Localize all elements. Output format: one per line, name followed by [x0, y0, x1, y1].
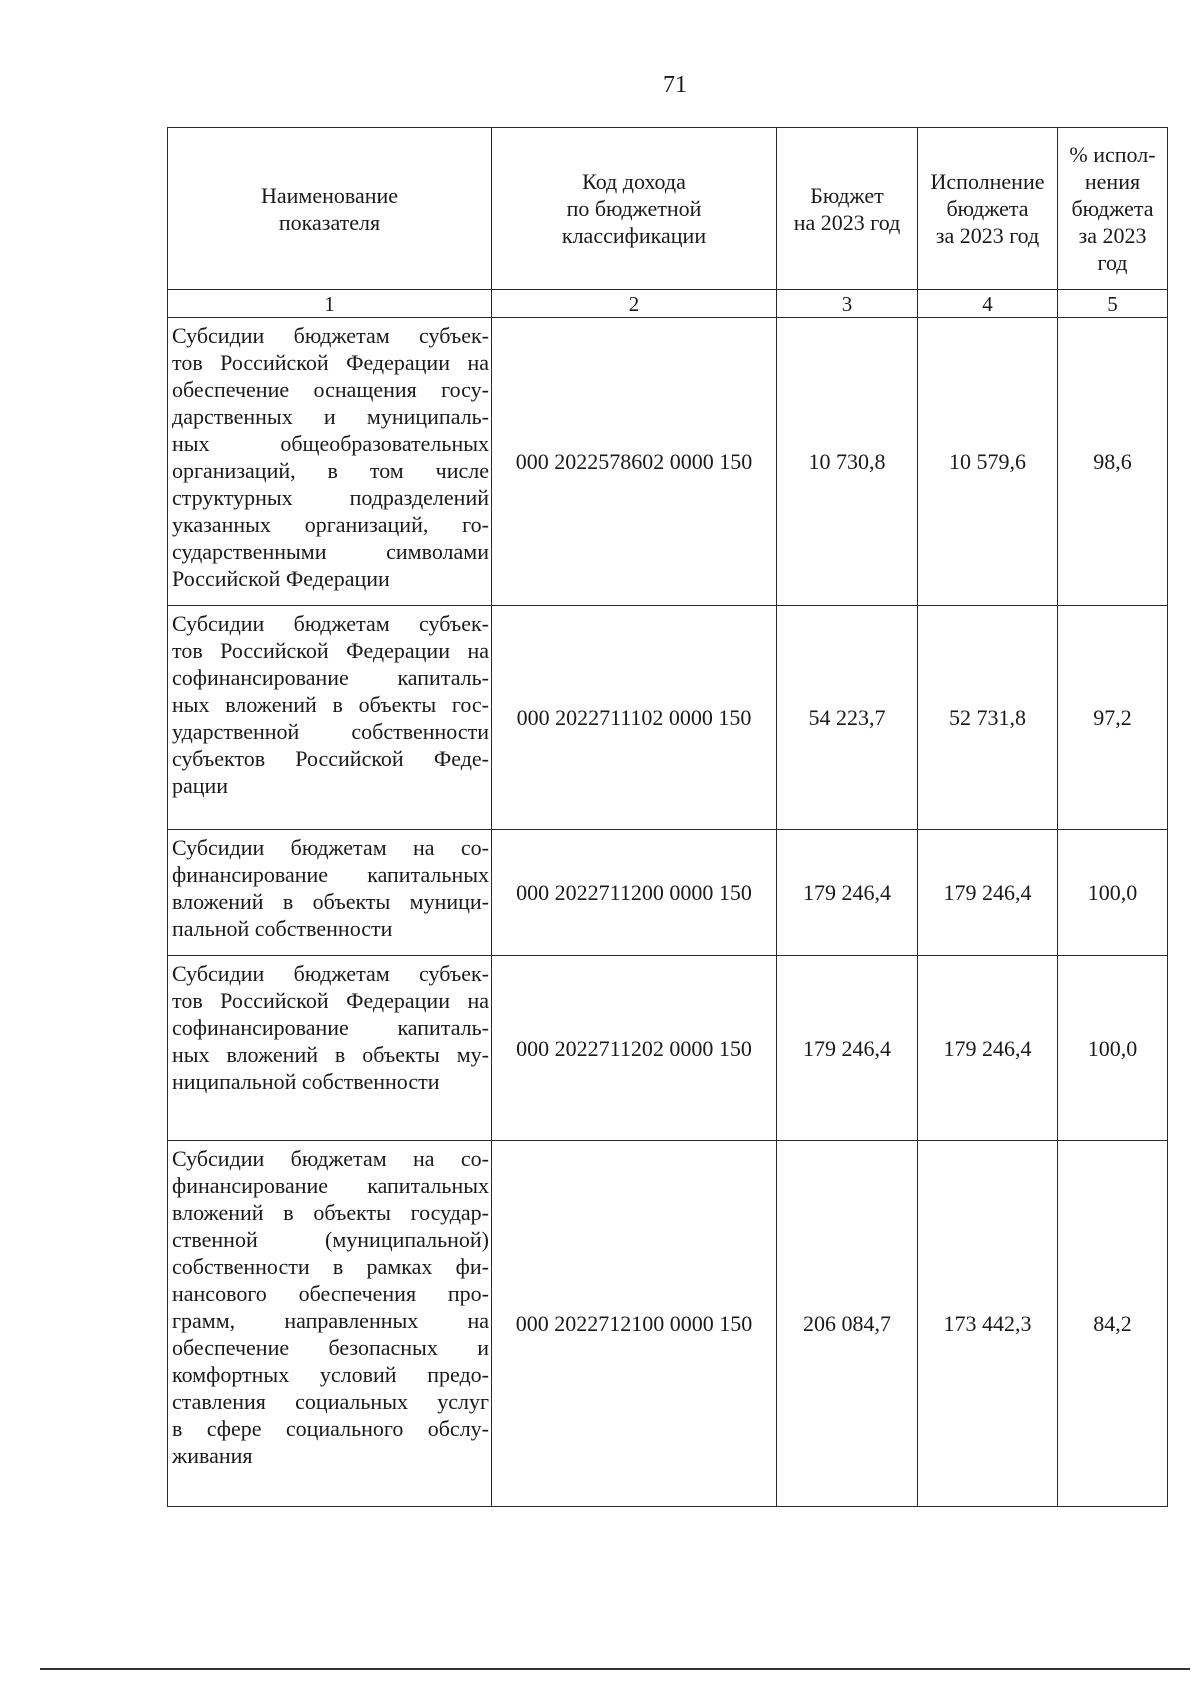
indicator-name-line: вложений в объекты муници- [172, 889, 489, 914]
indicator-name-line: рации [172, 773, 229, 798]
table-row [168, 830, 1168, 956]
indicator-name-line: нансового обеспечения про- [172, 1281, 489, 1306]
table-row [168, 1141, 1168, 1507]
table-header-row [168, 128, 1168, 290]
column-number: 3 [777, 290, 918, 318]
indicator-name-line: ственной (муниципальной) [172, 1227, 489, 1252]
execution-cell: 52 731,8 [918, 606, 1058, 830]
income-code-cell: 000 2022712100 0000 150 [492, 1141, 777, 1507]
header-execution: Исполнение бюджета за 2023 год [918, 128, 1058, 290]
indicator-name-line: ных вложений в объекты гос- [172, 692, 489, 717]
percent-cell: 98,6 [1058, 318, 1168, 606]
indicator-name-line: Российской Федерации [172, 566, 390, 591]
income-code-cell: 000 2022711102 0000 150 [492, 606, 777, 830]
indicator-name-line: сударственными символами [172, 539, 489, 564]
header-income-code: Код дохода по бюджетной классификации [492, 128, 777, 290]
indicator-name-cell [168, 318, 492, 606]
column-number-row [168, 290, 1168, 318]
budget-table [167, 127, 1168, 1507]
income-code-cell: 000 2022578602 0000 150 [492, 318, 777, 606]
indicator-name-cell [168, 956, 492, 1141]
indicator-name-line: ставления социальных услуг [172, 1389, 489, 1414]
percent-cell: 97,2 [1058, 606, 1168, 830]
indicator-name-line: субъектов Российской Феде- [172, 746, 489, 771]
indicator-name-line: пальной собственности [172, 916, 393, 941]
indicator-name-line: Субсидии бюджетам субъек- [172, 961, 489, 986]
execution-cell: 173 442,3 [918, 1141, 1058, 1507]
indicator-name-line: дарственных и муниципаль- [172, 404, 489, 429]
execution-cell: 179 246,4 [918, 956, 1058, 1141]
indicator-name-cell [168, 606, 492, 830]
page-number: 71 [663, 72, 687, 98]
table-row [168, 606, 1168, 830]
indicator-name-line: ных вложений в объекты му- [172, 1042, 489, 1067]
indicator-name-line: ударственной собственности [172, 719, 489, 744]
indicator-name-line: Субсидии бюджетам субъек- [172, 323, 489, 348]
indicator-name-line: тов Российской Федерации на [172, 988, 489, 1013]
indicator-name-cell [168, 830, 492, 956]
budget-cell: 54 223,7 [777, 606, 918, 830]
column-number: 2 [492, 290, 777, 318]
indicator-name-line: организаций, в том числе [172, 458, 489, 483]
indicator-name-line: вложений в объекты государ- [172, 1200, 489, 1225]
budget-cell: 179 246,4 [777, 830, 918, 956]
table-row [168, 956, 1168, 1141]
budget-cell: 10 730,8 [777, 318, 918, 606]
budget-cell: 179 246,4 [777, 956, 918, 1141]
header-budget: Бюджет на 2023 год [777, 128, 918, 290]
indicator-name-line: обеспечение безопасных и [172, 1335, 489, 1360]
indicator-name-line: тов Российской Федерации на [172, 638, 489, 663]
indicator-name-line: живания [172, 1443, 253, 1468]
percent-cell: 100,0 [1058, 956, 1168, 1141]
indicator-name-line: тов Российской Федерации на [172, 350, 489, 375]
indicator-name-line: ниципальной собственности [172, 1069, 440, 1094]
income-code-cell: 000 2022711202 0000 150 [492, 956, 777, 1141]
footer-rule [40, 1668, 1190, 1670]
indicator-name-line: грамм, направленных на [172, 1308, 489, 1333]
execution-cell: 179 246,4 [918, 830, 1058, 956]
header-indicator-name: Наименование показателя [168, 128, 492, 290]
table-row [168, 318, 1168, 606]
indicator-name-line: Субсидии бюджетам на со- [172, 835, 489, 860]
header-percent: % испол- нения бюджета за 2023 год [1058, 128, 1168, 290]
execution-cell: 10 579,6 [918, 318, 1058, 606]
column-number: 1 [168, 290, 492, 318]
indicator-name-line: собственности в рамках фи- [172, 1254, 489, 1279]
indicator-name-line: структурных подразделений [172, 485, 489, 510]
indicator-name-cell [168, 1141, 492, 1507]
indicator-name-line: ных общеобразовательных [172, 431, 489, 456]
column-number: 4 [918, 290, 1058, 318]
indicator-name-line: софинансирование капиталь- [172, 665, 489, 690]
indicator-name-line: Субсидии бюджетам на со- [172, 1146, 489, 1171]
column-number: 5 [1058, 290, 1168, 318]
percent-cell: 100,0 [1058, 830, 1168, 956]
indicator-name-line: софинансирование капиталь- [172, 1015, 489, 1040]
indicator-name-line: указанных организаций, го- [172, 512, 489, 537]
indicator-name-line: обеспечение оснащения госу- [172, 377, 489, 402]
indicator-name-line: финансирование капитальных [172, 1173, 489, 1198]
indicator-name-line: комфортных условий предо- [172, 1362, 489, 1387]
income-code-cell: 000 2022711200 0000 150 [492, 830, 777, 956]
indicator-name-line: в сфере социального обслу- [172, 1416, 489, 1441]
indicator-name-line: Субсидии бюджетам субъек- [172, 611, 489, 636]
indicator-name-line: финансирование капитальных [172, 862, 489, 887]
budget-cell: 206 084,7 [777, 1141, 918, 1507]
percent-cell: 84,2 [1058, 1141, 1168, 1507]
